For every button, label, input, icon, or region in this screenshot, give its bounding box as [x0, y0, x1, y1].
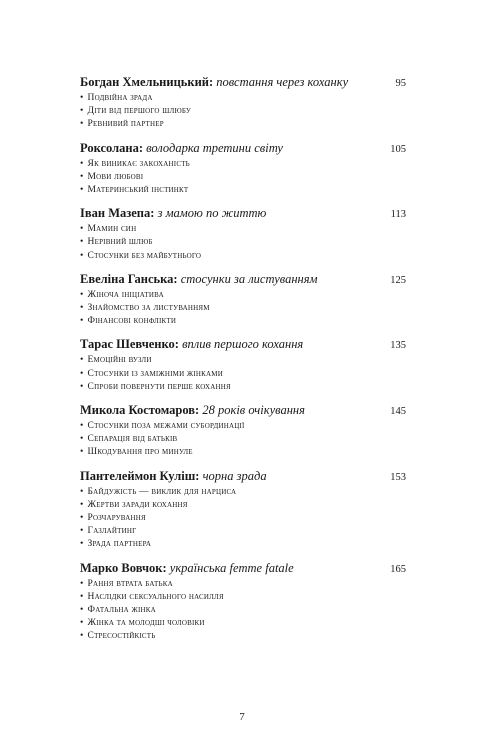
- toc-entry: [80, 271, 406, 329]
- chapter-person-name: Евеліна Ганська:: [80, 271, 178, 286]
- chapter-topic-item: • Байдужість — виклик для нарциса: [80, 486, 406, 499]
- chapter-topic-item: • Стосунки без майбутнього: [80, 250, 406, 263]
- chapter-topic-item: • Мови любові: [80, 171, 406, 184]
- chapter-page-number: 145: [390, 406, 406, 418]
- chapter-page-number: 105: [390, 143, 406, 155]
- toc-entry-heading: [80, 140, 406, 156]
- chapter-title: [80, 205, 266, 221]
- chapter-topics: [80, 354, 406, 394]
- chapter-page-number: 125: [390, 274, 406, 286]
- toc-entry-heading: [80, 468, 406, 484]
- chapter-topic-item: • Газлайтинг: [80, 525, 406, 538]
- page-number: 7: [239, 711, 245, 723]
- chapter-topic-item: • Емоційні вузли: [80, 354, 406, 367]
- chapter-person-name: Богдан Хмельницький:: [80, 75, 214, 89]
- chapter-title: [80, 74, 348, 90]
- chapter-topic-item: • Мамин син: [80, 223, 406, 236]
- chapter-subtitle: українська femme fatale: [169, 560, 294, 575]
- chapter-person-name: Іван Мазепа:: [80, 206, 155, 221]
- table-of-contents: [80, 74, 406, 652]
- chapter-title: [80, 468, 267, 484]
- chapter-topic-item: • Фатальна жінка: [80, 604, 406, 617]
- chapter-topic-item: • Жертви заради кохання: [80, 499, 406, 512]
- chapter-title: [80, 560, 294, 576]
- chapter-topics: [80, 486, 406, 552]
- chapter-page-number: 113: [390, 209, 406, 221]
- chapter-page-number: 95: [395, 78, 406, 89]
- toc-entry: [80, 140, 406, 198]
- chapter-topic-item: • Стресостійкість: [80, 630, 406, 643]
- toc-entry: [80, 468, 406, 552]
- chapter-topic-item: • Подвійна зрада: [80, 92, 406, 105]
- chapter-topic-item: • Діти від першого шлюбу: [80, 105, 406, 118]
- chapter-title: [80, 140, 283, 156]
- toc-entry-heading: [80, 336, 406, 352]
- toc-entry: [80, 402, 406, 460]
- toc-entry: [80, 74, 406, 132]
- chapter-title: [80, 336, 303, 352]
- chapter-person-name: Тарас Шевченко:: [80, 337, 179, 352]
- chapter-subtitle: вплив першого кохання: [182, 337, 304, 352]
- chapter-topic-item: • Зрада партнера: [80, 538, 406, 551]
- toc-entry: [80, 205, 406, 263]
- chapter-topics: [80, 92, 406, 132]
- chapter-subtitle: повстання через коханку: [216, 75, 349, 89]
- chapter-topic-item: • Спроби повернути перше кохання: [80, 381, 406, 394]
- chapter-person-name: Пантелеймон Куліш:: [80, 468, 200, 483]
- toc-entry-heading: [80, 271, 406, 287]
- chapter-topic-item: • Нерівний шлюб: [80, 236, 406, 249]
- chapter-page-number: 153: [390, 471, 406, 483]
- chapter-subtitle: з мамою по життю: [157, 206, 267, 221]
- chapter-topic-item: • Фінансові конфлікти: [80, 315, 406, 328]
- chapter-subtitle: чорна зрада: [202, 468, 267, 483]
- chapter-person-name: Роксолана:: [80, 140, 143, 155]
- chapter-topic-item: • Наслідки сексуального насилля: [80, 591, 406, 604]
- chapter-topic-item: • Стосунки поза межами субординації: [80, 420, 406, 433]
- chapter-topic-item: • Материнський інстинкт: [80, 184, 406, 197]
- chapter-subtitle: володарка третини світу: [146, 140, 283, 155]
- chapter-topics: [80, 578, 406, 644]
- chapter-page-number: 135: [390, 340, 406, 352]
- chapter-topic-item: • Жіноча ініціатива: [80, 289, 406, 302]
- chapter-topic-item: • Знайомство за листуванням: [80, 302, 406, 315]
- toc-entry-heading: [80, 74, 406, 90]
- chapter-topics: [80, 223, 406, 263]
- chapter-subtitle: 28 років очікування: [202, 403, 305, 418]
- chapter-topics: [80, 420, 406, 460]
- chapter-title: [80, 402, 305, 418]
- chapter-topic-item: • Ревнивий партнер: [80, 118, 406, 131]
- chapter-topic-item: • Як виникає закоханість: [80, 158, 406, 171]
- chapter-topic-item: • Стосунки із заміжніми жінками: [80, 368, 406, 381]
- chapter-person-name: Марко Вовчок:: [80, 560, 167, 575]
- toc-entries: [80, 74, 406, 644]
- toc-entry: [80, 336, 406, 394]
- chapter-subtitle: стосунки за листуванням: [180, 271, 318, 286]
- toc-entry: [80, 560, 406, 644]
- chapter-page-number: 165: [390, 563, 406, 575]
- toc-entry-heading: [80, 205, 406, 221]
- chapter-topic-item: • Рання втрата батька: [80, 578, 406, 591]
- chapter-topic-item: • Розчарування: [80, 512, 406, 525]
- chapter-title: [80, 271, 318, 287]
- chapter-topics: [80, 289, 406, 329]
- chapter-topics: [80, 158, 406, 198]
- toc-entry-heading: [80, 560, 406, 576]
- chapter-topic-item: • Сепарація від батьків: [80, 433, 406, 446]
- toc-entry-heading: [80, 402, 406, 418]
- chapter-person-name: Микола Костомаров:: [80, 403, 200, 418]
- chapter-topic-item: • Жінка та молодші чоловіки: [80, 617, 406, 630]
- chapter-topic-item: • Шкодування про минуле: [80, 446, 406, 459]
